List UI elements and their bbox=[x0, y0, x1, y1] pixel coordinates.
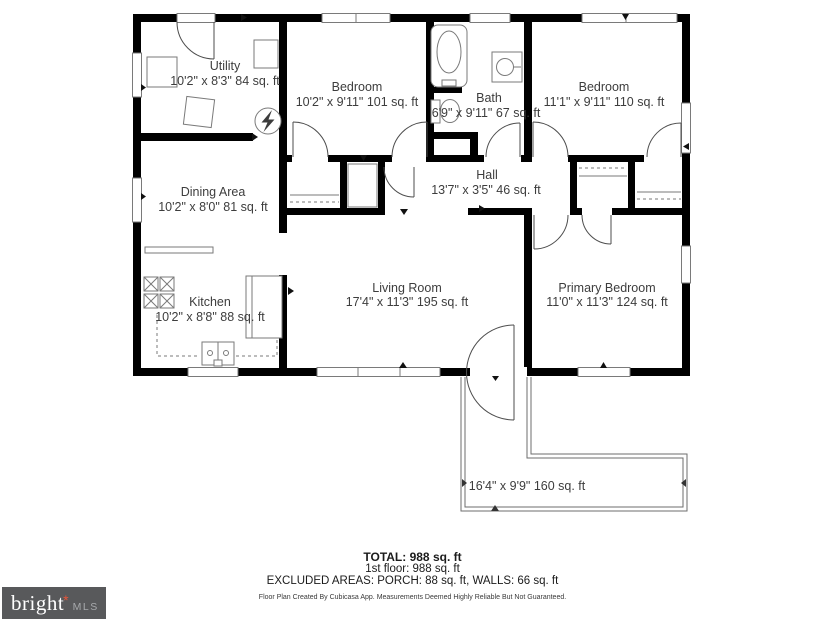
bedroom2-room-label: Bedroom bbox=[578, 80, 630, 94]
logo-star-icon: * bbox=[63, 592, 69, 608]
room-labels bbox=[155, 59, 668, 493]
living-room-dims: 17'4" x 11'3" 195 sq. ft bbox=[345, 295, 469, 309]
logo-brand-text: bright bbox=[11, 591, 65, 615]
kitchen-room-dims: 10'2" x 8'8" 88 sq. ft bbox=[155, 310, 265, 324]
area-summary bbox=[0, 551, 825, 602]
brightmls-logo bbox=[2, 587, 106, 619]
hall-nook-door bbox=[384, 167, 414, 197]
water-heater bbox=[254, 40, 278, 68]
primary-bedroom-door bbox=[534, 215, 568, 249]
bath-room-label: Bath bbox=[476, 91, 502, 105]
primary-bedroom-dims: 11'0" x 11'3" 124 sq. ft bbox=[546, 295, 668, 309]
dining-counter bbox=[145, 247, 213, 253]
total-area-text: TOTAL: 988 sq. ft bbox=[363, 550, 462, 564]
kitchen-counter bbox=[246, 276, 282, 338]
bedroom2-door-right bbox=[647, 123, 681, 157]
disclaimer-text: Floor Plan Created By Cubicasa App. Measurements Deemed Highly Reliable But Not Guaranteed. bbox=[258, 594, 567, 601]
kitchen-room-label: Kitchen bbox=[189, 295, 231, 309]
bedroom2-room-dims: 11'1" x 9'11" 110 sq. ft bbox=[543, 95, 665, 109]
closet-door bbox=[582, 215, 611, 244]
living-room-label: Living Room bbox=[372, 281, 442, 295]
dryer bbox=[183, 96, 214, 127]
excluded-areas-text: EXCLUDED AREAS: PORCH: 88 sq. ft, WALLS: 66 sq. ft bbox=[266, 575, 559, 587]
kitchen-sink bbox=[202, 342, 234, 366]
bedroom1-door-right bbox=[392, 122, 427, 157]
logo-mls-text: MLS bbox=[72, 601, 99, 613]
stove-burners bbox=[144, 277, 174, 308]
bath-door bbox=[486, 123, 520, 157]
dining-room-label: Dining Area bbox=[180, 185, 246, 199]
porch-dims: 16'4" x 9'9" 160 sq. ft bbox=[468, 479, 586, 493]
bedroom1-door-left bbox=[293, 122, 328, 157]
utility-room-dims: 10'2" x 8'3" 84 sq. ft bbox=[170, 74, 280, 88]
first-floor-area-text: 1st floor: 988 sq. ft bbox=[365, 563, 460, 575]
primary-bedroom-label: Primary Bedroom bbox=[558, 281, 656, 295]
hall-room-label: Hall bbox=[476, 168, 498, 182]
front-door bbox=[177, 22, 214, 59]
bedroom1-room-dims: 10'2" x 9'11" 101 sq. ft bbox=[295, 95, 419, 109]
utility-room-label: Utility bbox=[209, 59, 241, 73]
bedroom1-room-label: Bedroom bbox=[331, 80, 383, 94]
bath-room-dims: 6'9" x 9'11" 67 sq. ft bbox=[431, 106, 541, 120]
bedroom2-door-left bbox=[533, 122, 568, 157]
hall-room-dims: 13'7" x 3'5" 46 sq. ft bbox=[431, 183, 541, 197]
dining-room-dims: 10'2" x 8'0" 81 sq. ft bbox=[158, 200, 268, 214]
